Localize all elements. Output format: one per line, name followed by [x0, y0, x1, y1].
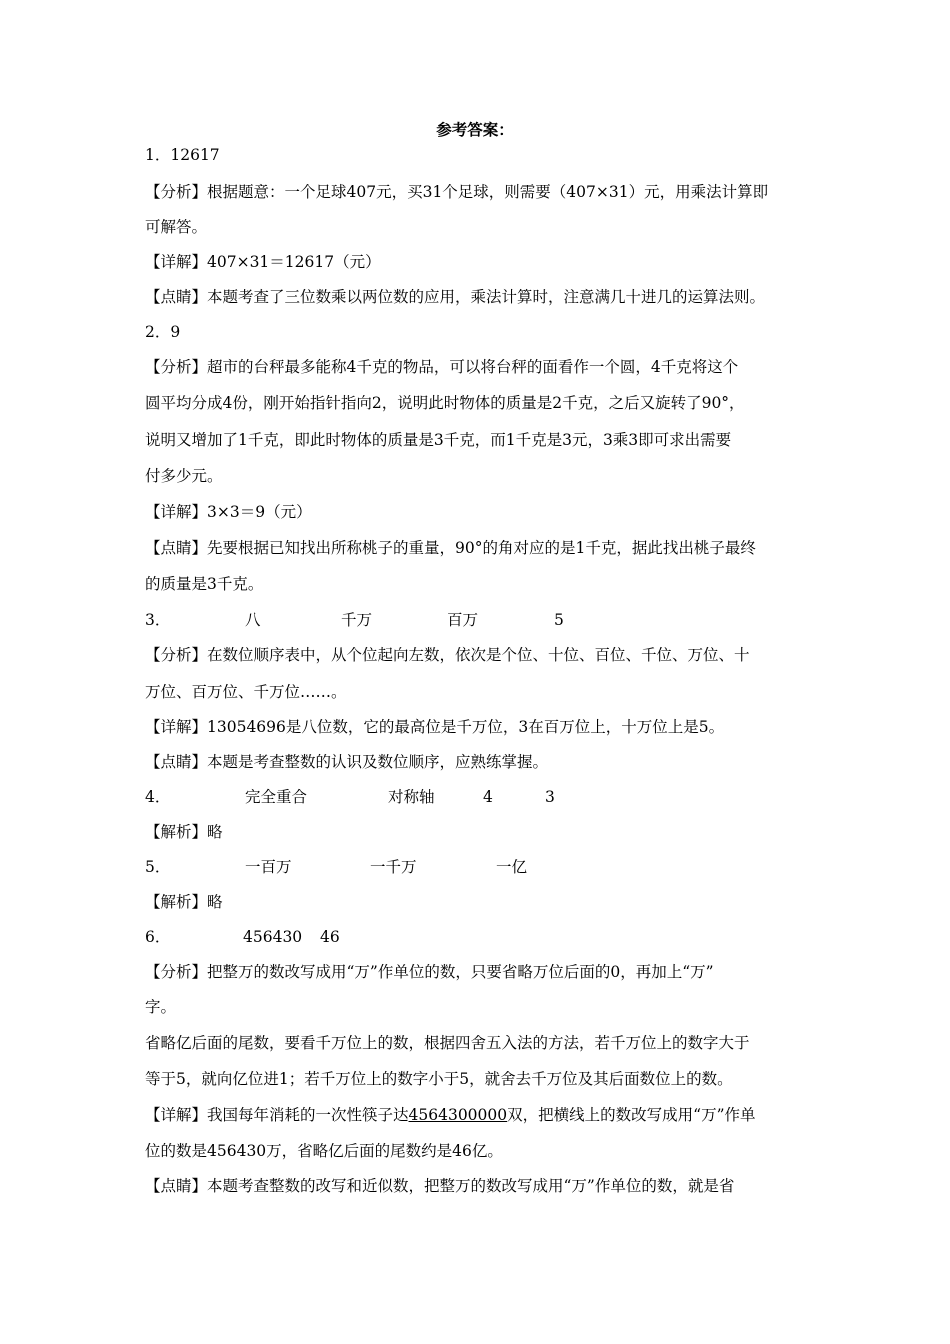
q3-answer-1: 八	[245, 611, 261, 629]
text-line: 省略亿后面的尾数，要看千万位上的数，根据四舍五入法的方法，若千万位上的数字大于	[145, 1034, 750, 1052]
q6-detail-pre: 【详解】我国每年消耗的一次性筷子达	[145, 1106, 409, 1124]
q5-answer-row	[145, 857, 810, 877]
q6-detail-underlined-number: 4564300000	[408, 1106, 508, 1124]
q4-answer-3: 4	[483, 788, 493, 806]
q3-answer-2: 千万	[341, 611, 373, 629]
q6-answer-row	[145, 927, 810, 947]
text-line: 【点睛】本题是考查整数的认识及数位顺序，应熟练掌握。	[145, 753, 549, 771]
q6-answer-2: 46	[320, 928, 340, 946]
text-line: 【点睛】先要根据已知找出所称桃子的重量，90°的角对应的是1千克，据此找出桃子最终	[145, 539, 756, 557]
q5-answer-1: 一百万	[245, 858, 292, 876]
q3-answer-3: 百万	[447, 611, 479, 629]
text-line: 【解析】略	[145, 823, 223, 841]
text-line: 【点睛】本题考查整数的改写和近似数，把整万的数改写成用“万”作单位的数，就是省	[145, 1177, 735, 1195]
text-line: 【分析】把整万的数改写成用“万”作单位的数，只要省略万位后面的0，再加上“万”	[145, 963, 714, 981]
text-line: 2．9	[145, 323, 181, 341]
text-line: 说明又增加了1千克，即此时物体的质量是3千克，而1千克是3元，3乘3即可求出需要	[145, 431, 732, 449]
text-line: 1．12617	[145, 146, 220, 164]
text-line: 【分析】根据题意：一个足球407元，买31个足球，则需要（407×31）元，用乘法计算即	[145, 183, 769, 201]
text-line: 【分析】在数位顺序表中，从个位起向左数，依次是个位、十位、百位、千位、万位、十	[145, 646, 750, 664]
text-line: 万位、百万位、千万位……。	[145, 683, 347, 701]
q4-answer-4: 3	[545, 788, 555, 806]
text-line: 【点睛】本题考查了三位数乘以两位数的应用，乘法计算时，注意满几十进几的运算法则。	[145, 288, 766, 306]
text-line: 付多少元。	[145, 467, 223, 485]
q4-answer-row	[145, 787, 810, 807]
q4-answer-1: 完全重合	[245, 788, 308, 806]
text-line: 【解析】略	[145, 893, 223, 911]
text-line: 【详解】13054696是八位数，它的最高位是千万位，3在百万位上，十万位上是5。	[145, 718, 725, 736]
q6-answer-1: 456430	[243, 928, 303, 946]
q3-answer-4: 5	[554, 611, 564, 629]
q5-answer-2: 一千万	[370, 858, 417, 876]
q5-number: 5．	[145, 858, 171, 876]
q6-number: 6．	[145, 928, 171, 946]
q4-answer-2: 对称轴	[388, 788, 435, 806]
q6-detail-post: 双，把横线上的数改写成用“万”作单	[507, 1106, 756, 1124]
q5-answer-3: 一亿	[496, 858, 528, 876]
q3-answer-row	[145, 610, 810, 630]
text-line: 字。	[145, 998, 177, 1016]
text-line: 【详解】407×31＝12617（元）	[145, 253, 381, 271]
text-line: 的质量是3千克。	[145, 575, 264, 593]
text-line: 等于5，就向亿位进1；若千万位上的数字小于5，就舍去千万位及其后面数位上的数。	[145, 1070, 733, 1088]
text-line: 圆平均分成4份，刚开始指针指向2，说明此时物体的质量是2千克，之后又旋转了90°，	[145, 394, 745, 412]
text-line: 可解答。	[145, 218, 208, 236]
q6-detail-line	[145, 1105, 810, 1125]
page-title: 参考答案：	[436, 121, 514, 139]
text-line: 【分析】超市的台秤最多能称4千克的物品，可以将台秤的面看作一个圆，4千克将这个	[145, 358, 739, 376]
text-line: 位的数是456430万，省略亿后面的尾数约是46亿。	[145, 1142, 503, 1160]
q4-number: 4．	[145, 788, 171, 806]
q3-number: 3．	[145, 611, 171, 629]
text-line: 【详解】3×3＝9（元）	[145, 503, 312, 521]
